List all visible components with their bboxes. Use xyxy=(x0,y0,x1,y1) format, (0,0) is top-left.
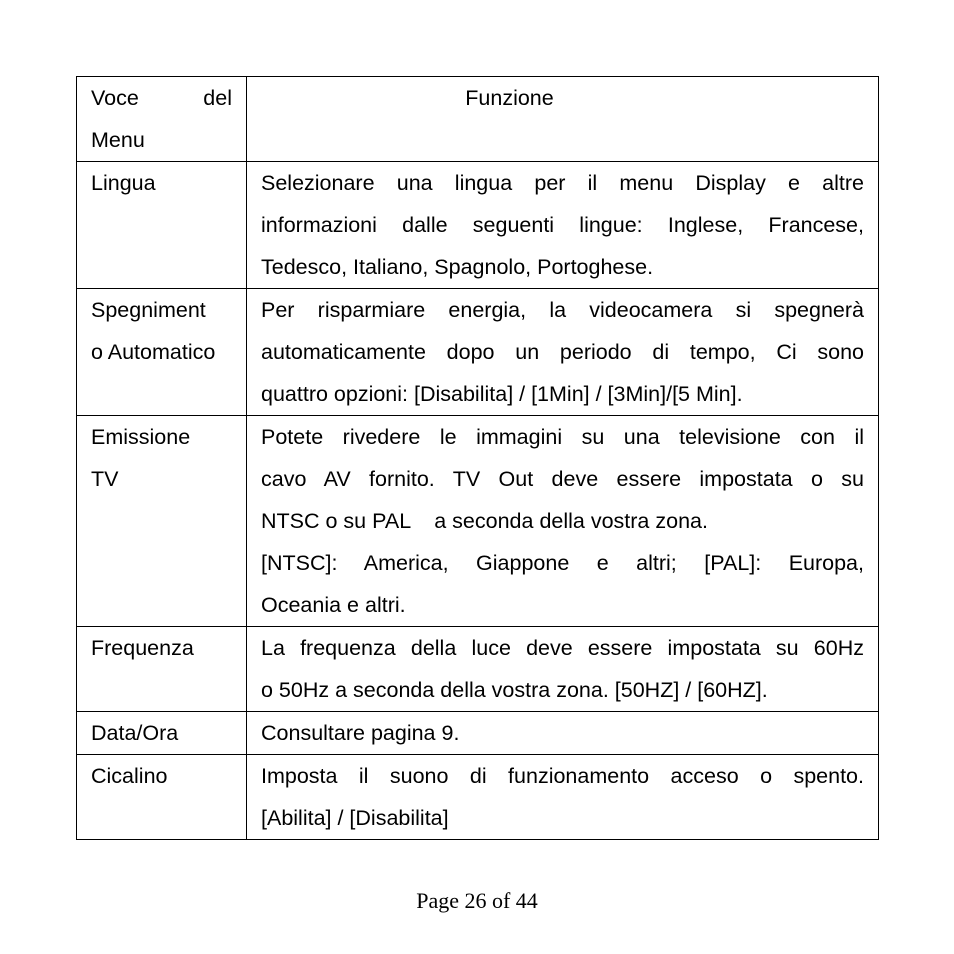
menu-item-label: Frequenza xyxy=(91,636,194,660)
menu-item-cell xyxy=(77,627,247,712)
header-menu-label-line1: Voce del xyxy=(91,86,232,110)
function-description-cell xyxy=(247,712,879,755)
menu-item-label: Cicalino xyxy=(91,764,168,788)
table-row xyxy=(77,627,879,712)
function-line: quattro opzioni: [Disabilita] / [1Min] / [3Min]/[5 Min]. xyxy=(261,382,743,406)
header-menu-label-line2: Menu xyxy=(91,128,145,152)
table-row xyxy=(77,289,879,416)
menu-item-label: Lingua xyxy=(91,171,156,195)
menu-item-cell xyxy=(77,755,247,840)
menu-item-cell xyxy=(77,416,247,627)
function-line: Selezionare una lingua per il menu Display e altre xyxy=(261,171,864,195)
function-line: informazioni dalle seguenti lingue: Inglese, Francese, xyxy=(261,213,864,237)
menu-item-label: TV xyxy=(91,467,119,491)
menu-item-cell xyxy=(77,162,247,289)
function-line: cavo AV fornito. TV Out deve essere impostata o su xyxy=(261,467,864,491)
function-description-cell xyxy=(247,289,879,416)
table-row xyxy=(77,416,879,627)
menu-item-cell xyxy=(77,712,247,755)
settings-table xyxy=(76,76,879,840)
header-function-cell xyxy=(247,77,879,162)
function-line: Potete rivedere le immagini su una televisione con il xyxy=(261,425,864,449)
table-row xyxy=(77,162,879,289)
table-row xyxy=(77,712,879,755)
menu-item-cell xyxy=(77,289,247,416)
function-line: La frequenza della luce deve essere impostata su 60Hz xyxy=(261,636,864,660)
function-description-cell xyxy=(247,162,879,289)
header-menu-cell xyxy=(77,77,247,162)
function-description-cell xyxy=(247,627,879,712)
function-line: Tedesco, Italiano, Spagnolo, Portoghese. xyxy=(261,255,654,279)
function-line: automaticamente dopo un periodo di tempo, Ci sono xyxy=(261,340,864,364)
function-line: o 50Hz a seconda della vostra zona. [50HZ] / [60HZ]. xyxy=(261,678,768,702)
page-number: Page 26 of 44 xyxy=(416,888,538,913)
function-description-cell xyxy=(247,416,879,627)
table-header-row xyxy=(77,77,879,162)
function-description-cell xyxy=(247,755,879,840)
function-line: [Abilita] / [Disabilita] xyxy=(261,806,449,830)
menu-item-label: o Automatico xyxy=(91,340,216,364)
function-line: Consultare pagina 9. xyxy=(261,721,460,745)
function-line: [NTSC]: America, Giappone e altri; [PAL]: Europa, xyxy=(261,551,864,575)
function-line: Per risparmiare energia, la videocamera si spegnerà xyxy=(261,298,864,322)
menu-item-label: Emissione xyxy=(91,425,191,449)
menu-item-label: Spegniment xyxy=(91,298,206,322)
header-function-label: Funzione xyxy=(465,86,554,110)
function-line: NTSC o su PAL a seconda della vostra zona. xyxy=(261,509,708,533)
table-row xyxy=(77,755,879,840)
function-line: Imposta il suono di funzionamento acceso o spento. xyxy=(261,764,864,788)
menu-item-label: Data/Ora xyxy=(91,721,179,745)
function-line: Oceania e altri. xyxy=(261,593,406,617)
